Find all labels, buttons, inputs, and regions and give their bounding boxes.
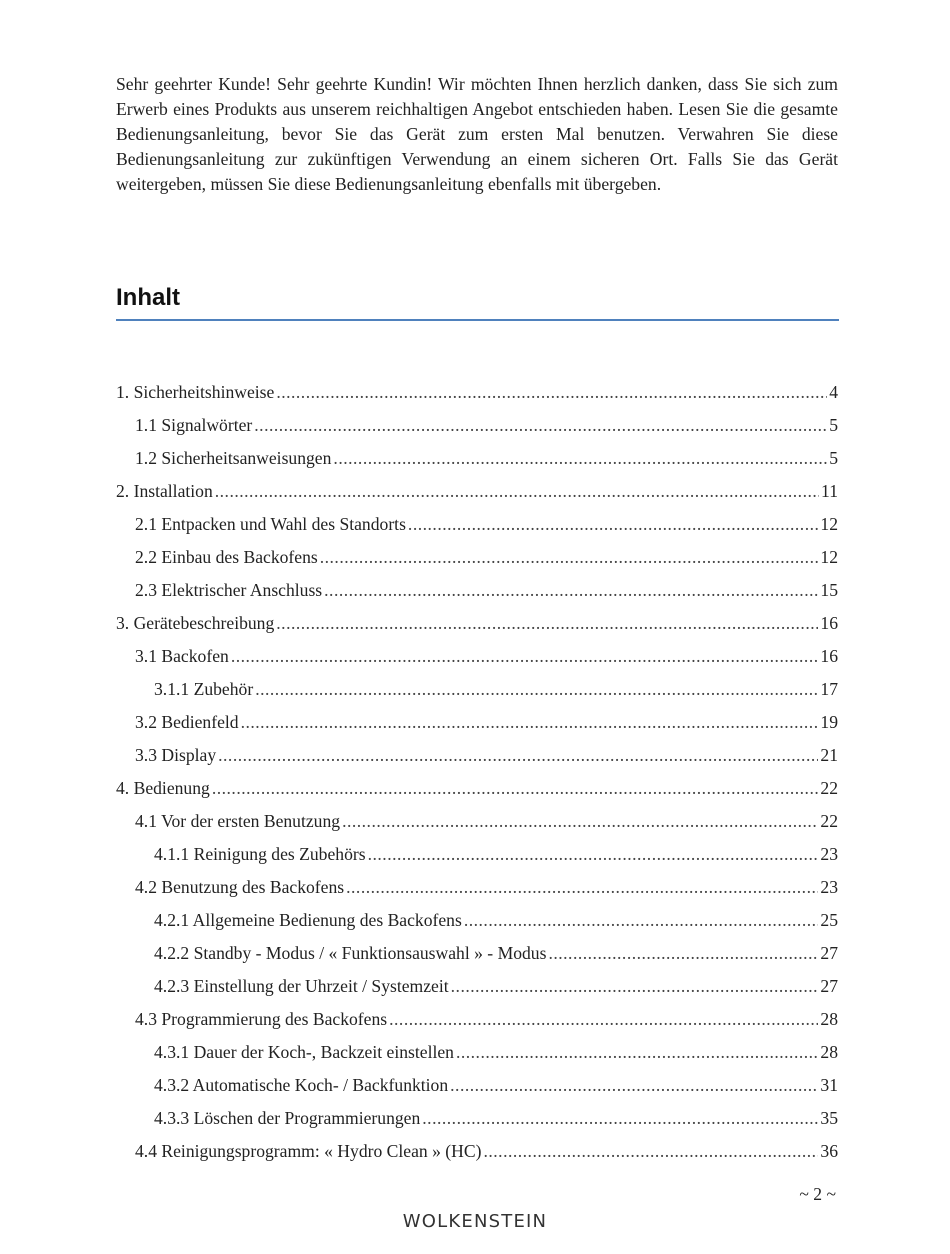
toc-entry[interactable] (116, 772, 838, 805)
toc-entry[interactable] (116, 376, 838, 409)
toc-heading: Inhalt (116, 284, 180, 311)
toc-entry-title: 3. Gerätebeschreibung (116, 613, 275, 633)
toc-dot-leader (254, 409, 827, 442)
toc-entry[interactable] (116, 1102, 838, 1135)
toc-dot-leader (218, 739, 818, 772)
toc-entry-title: 1. Sicherheitshinweise (116, 382, 275, 402)
toc-entry-page: 27 (820, 976, 838, 996)
toc-entry-title: 4.3.3 Löschen der Programmierungen (154, 1108, 421, 1128)
toc-entry-page: 28 (820, 1042, 838, 1062)
toc-entry-title: 3.1.1 Zubehör (154, 679, 254, 699)
toc-entry-page: 4 (829, 382, 838, 402)
toc-entry[interactable] (116, 442, 838, 475)
toc-entry[interactable] (116, 1069, 838, 1102)
toc-dot-leader (451, 970, 819, 1003)
toc-entry-page: 11 (821, 481, 838, 501)
toc-entry[interactable] (116, 805, 838, 838)
toc-dot-leader (231, 640, 819, 673)
toc-dot-leader (212, 772, 819, 805)
toc-dot-leader (368, 838, 819, 871)
toc-entry[interactable] (116, 1003, 838, 1036)
toc-entry-page: 21 (820, 745, 838, 765)
toc-entry-page: 12 (820, 514, 838, 534)
toc-entry[interactable] (116, 409, 838, 442)
toc-dot-leader (276, 607, 818, 640)
toc-entry-title: 3.2 Bedienfeld (135, 712, 239, 732)
toc-dot-leader (450, 1069, 818, 1102)
toc-entry-title: 4.4 Reinigungsprogramm: « Hydro Clean » (HC) (135, 1141, 482, 1161)
page-number: ~ 2 ~ (799, 1184, 836, 1204)
toc-dot-leader (324, 574, 818, 607)
toc-entry-title: 1.2 Sicherheitsanweisungen (135, 448, 332, 468)
toc-dot-leader (422, 1102, 818, 1135)
toc-entry[interactable] (116, 541, 838, 574)
toc-entry-title: 2. Installation (116, 481, 213, 501)
toc-entry-title: 4. Bedienung (116, 778, 210, 798)
toc-entry-page: 5 (829, 415, 838, 435)
toc-dot-leader (483, 1135, 818, 1168)
toc-entry-page: 16 (820, 646, 838, 666)
intro-paragraph: Sehr geehrter Kunde! Sehr geehrte Kundin! Wir möchten Ihnen herzlich danken, dass Sie sich zum Erwerb eines Produkts aus unserem reichhaltigen Angebot entschieden haben. Lesen Sie die gesamte Bedienungsanleitung, bevor Sie das Gerät zum ersten Mal benutzen. Verwahren Sie diese Bedienungsanleitung zur zukünftigen Verwendung an einem sicheren Ort. Falls Sie das Gerät weitergeben, müssen Sie diese Bedienungsanleitung ebenfalls mit übergeben. (116, 74, 838, 194)
toc-dot-leader (464, 904, 819, 937)
toc-entry-title: 2.3 Elektrischer Anschluss (135, 580, 323, 600)
toc-entry-title: 3.1 Backofen (135, 646, 229, 666)
toc-entry-title: 4.2.2 Standby - Modus / « Funktionsauswahl » - Modus (154, 943, 547, 963)
toc-entry-title: 4.1 Vor der ersten Benutzung (135, 811, 341, 831)
toc-entry-title: 3.3 Display (135, 745, 217, 765)
toc-entry[interactable] (116, 871, 838, 904)
toc-dot-leader (320, 541, 819, 574)
toc-entry-page: 19 (820, 712, 838, 732)
toc-entry[interactable] (116, 508, 838, 541)
toc-dot-leader (548, 937, 818, 970)
toc-dot-leader (276, 376, 827, 409)
toc-entry-title: 4.3.1 Dauer der Koch-, Backzeit einstellen (154, 1042, 454, 1062)
toc-entry[interactable] (116, 1036, 838, 1069)
toc-entry-title: 4.3 Programmierung des Backofens (135, 1009, 388, 1029)
toc-entry[interactable] (116, 607, 838, 640)
toc-entry-page: 15 (820, 580, 838, 600)
toc-entry[interactable] (116, 739, 838, 772)
toc-entry-page: 36 (820, 1141, 838, 1161)
toc-entry-page: 5 (829, 448, 838, 468)
toc-dot-leader (408, 508, 818, 541)
toc-entry[interactable] (116, 475, 838, 508)
toc-entry-page: 17 (820, 679, 838, 699)
toc-entry-title: 2.1 Entpacken und Wahl des Standorts (135, 514, 406, 534)
toc-entry-page: 22 (820, 811, 838, 831)
toc-dot-leader (346, 871, 818, 904)
toc-dot-leader (215, 475, 819, 508)
heading-underline (116, 319, 839, 321)
toc-dot-leader (456, 1036, 818, 1069)
table-of-contents (116, 376, 838, 1168)
toc-entry-page: 31 (820, 1075, 838, 1095)
toc-entry-page: 23 (820, 844, 838, 864)
toc-dot-leader (255, 673, 818, 706)
toc-entry-page: 27 (820, 943, 838, 963)
toc-entry-page: 16 (820, 613, 838, 633)
toc-dot-leader (342, 805, 818, 838)
toc-entry[interactable] (116, 673, 838, 706)
toc-entry-page: 25 (820, 910, 838, 930)
toc-entry-title: 4.2.1 Allgemeine Bedienung des Backofens (154, 910, 462, 930)
toc-entry-title: 4.1.1 Reinigung des Zubehörs (154, 844, 366, 864)
toc-entry[interactable] (116, 937, 838, 970)
toc-entry-page: 23 (820, 877, 838, 897)
toc-entry-title: 4.3.2 Automatische Koch- / Backfunktion (154, 1075, 449, 1095)
toc-dot-leader (389, 1003, 818, 1036)
brand-logo: WOLKENSTEIN (402, 1211, 548, 1232)
toc-entry-title: 4.2.3 Einstellung der Uhrzeit / Systemzeit (154, 976, 449, 996)
toc-entry-title: 2.2 Einbau des Backofens (135, 547, 318, 567)
toc-dot-leader (333, 442, 827, 475)
toc-entry[interactable] (116, 706, 838, 739)
toc-entry-page: 28 (820, 1009, 838, 1029)
toc-entry-page: 12 (820, 547, 838, 567)
toc-entry-page: 35 (820, 1108, 838, 1128)
toc-entry-title: 1.1 Signalwörter (135, 415, 253, 435)
toc-entry[interactable] (116, 904, 838, 937)
toc-entry-page: 22 (820, 778, 838, 798)
toc-entry-title: 4.2 Benutzung des Backofens (135, 877, 345, 897)
toc-entry[interactable] (116, 838, 838, 871)
toc-dot-leader (241, 706, 819, 739)
toc-entry[interactable] (116, 970, 838, 1003)
toc-entry[interactable] (116, 574, 838, 607)
toc-entry[interactable] (116, 1135, 838, 1168)
toc-entry[interactable] (116, 640, 838, 673)
